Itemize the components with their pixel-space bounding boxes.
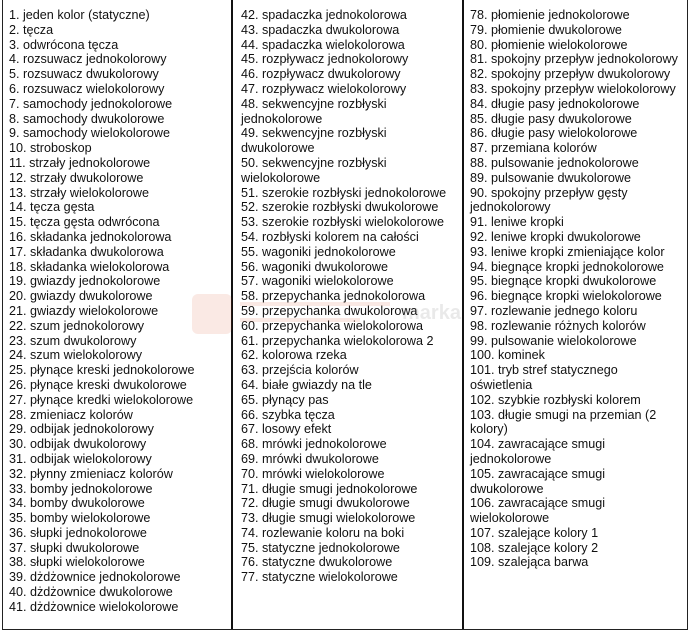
effect-item: 3. odwrócona tęcza: [9, 37, 119, 52]
effect-item: 78. płomienie jednokolorowe: [470, 8, 630, 22]
effect-item: 61. przepychanka wielokolorowa 2: [241, 333, 434, 348]
effect-item: 34. bomby dwukolorowe: [9, 496, 145, 511]
effect-item: 33. bomby jednokolorowe: [9, 481, 153, 496]
effect-item: 21. gwiazdy wielokolorowe: [9, 303, 159, 318]
effect-item: 86. długie pasy wielokolorowe: [470, 126, 638, 141]
effect-item: 7. samochody jednokolorowe: [9, 96, 173, 111]
effect-item: 60. przepychanka wielokolorowa: [241, 318, 424, 333]
effect-item: 105. zawracające smugi dwukolorowe: [470, 466, 606, 496]
column-2: [233, 0, 464, 629]
effect-item: 39. dżdżownice jednokolorowe: [9, 570, 181, 585]
effect-item: 62. kolorowa rzeka: [241, 348, 347, 363]
effect-item: 56. wagoniki dwukolorowe: [241, 259, 389, 274]
effect-item: 82. spokojny przepływ dwukolorowy: [470, 67, 671, 82]
effect-item: 93. leniwe kropki zmieniające kolor: [470, 244, 665, 259]
watermark-text: marka: [402, 302, 461, 324]
effect-item: 36. słupki jednokolorowe: [9, 525, 147, 540]
effect-item: 49. sekwencyjne rozbłyski dwukolorowe: [241, 126, 387, 156]
effect-item: 71. długie smugi jednokolorowe: [241, 481, 418, 496]
effect-item: 79. płomienie dwukolorowe: [470, 22, 622, 37]
effect-item: 83. spokojny przepływ wielokolorowy: [470, 81, 676, 96]
effect-item: 95. biegnące kropki dwukolorowe: [470, 274, 657, 289]
effect-item: 68. mrówki jednokolorowe: [241, 437, 387, 452]
effect-item: 48. sekwencyjne rozbłyski jednokolorowe: [241, 96, 387, 126]
column-1: [3, 0, 233, 629]
effect-item: 5. rozsuwacz dwukolorowy: [9, 67, 159, 82]
effect-item: 20. gwiazdy dwukolorowe: [9, 289, 153, 304]
effect-item: 47. rozpływacz wielokolorowy: [241, 81, 407, 96]
effect-item: 57. wagoniki wielokolorowe: [241, 274, 394, 289]
effect-item: 109. szalejąca barwa: [470, 555, 589, 570]
effect-item: 106. zawracające smugi wielokolorowe: [470, 496, 606, 526]
effect-item: 94. biegnące kropki jednokolorowe: [470, 259, 664, 274]
effect-item: 1. jeden kolor (statyczne): [9, 8, 150, 22]
effect-item: 80. płomienie wielokolorowe: [470, 37, 628, 52]
effect-item: 107. szalejące kolory 1: [470, 525, 599, 540]
effect-item: 99. pulsowanie wielokolorowe: [470, 333, 637, 348]
effect-item: 46. rozpływacz dwukolorowy: [241, 67, 401, 82]
effect-item: 38. słupki wielokolorowe: [9, 555, 145, 570]
effect-item: 25. płynące kreski jednokolorowe: [9, 363, 195, 378]
effect-item: 100. kominek: [470, 348, 545, 363]
effect-item: 98. rozlewanie różnych kolorów: [470, 318, 646, 333]
effect-item: 63. przejścia kolorów: [241, 363, 359, 378]
effect-item: 10. stroboskop: [9, 141, 92, 156]
effect-item: 108. szalejące kolory 2: [470, 540, 599, 555]
effect-item: 50. sekwencyjne rozbłyski wielokolorowe: [241, 155, 387, 185]
effect-item: 13. strzały wielokolorowe: [9, 185, 149, 200]
effect-item: 43. spadaczka dwukolorowa: [241, 22, 400, 37]
effect-item: 16. składanka jednokolorowa: [9, 229, 172, 244]
effect-item: 59. przepychanka dwukolorowa: [241, 303, 418, 318]
effect-item: 70. mrówki wielokolorowe: [241, 466, 385, 481]
effect-item: 51. szerokie rozbłyski jednokolorowe: [241, 185, 447, 200]
effect-item: 65. płynący pas: [241, 392, 329, 407]
effect-item: 15. tęcza gęsta odwrócona: [9, 215, 160, 230]
effect-item: 73. długie smugi wielokolorowe: [241, 511, 416, 526]
effect-item: 87. przemiana kolorów: [470, 141, 597, 156]
effect-item: 92. leniwe kropki dwukolorowe: [470, 229, 641, 244]
effect-item: 53. szerokie rozbłyski wielokolorowe: [241, 215, 444, 230]
effect-item: 55. wagoniki jednokolorowe: [241, 244, 396, 259]
effect-item: 30. odbijak dwukolorowy: [9, 437, 147, 452]
effect-item: 29. odbijak jednokolorowy: [9, 422, 154, 437]
effect-item: 72. długie smugi dwukolorowe: [241, 496, 410, 511]
effect-item: 54. rozbłyski kolorem na całości: [241, 229, 419, 244]
effect-item: 26. płynące kreski dwukolorowe: [9, 377, 187, 392]
effect-item: 81. spokojny przepływ jednokolorowy: [470, 52, 678, 67]
effect-item: 77. statyczne wielokolorowe: [241, 570, 398, 585]
effect-item: 74. rozlewanie koloru na boki: [241, 525, 405, 540]
effect-item: 91. leniwe kropki: [470, 215, 564, 230]
effect-item: 17. składanka dwukolorowa: [9, 244, 164, 259]
effect-item: 18. składanka wielokolorowa: [9, 259, 170, 274]
effect-item: 2. tęcza: [9, 22, 54, 37]
effect-item: 41. dżdżownice wielokolorowe: [9, 599, 179, 614]
column-3: [464, 0, 687, 629]
effect-item: 44. spadaczka wielokolorowa: [241, 37, 405, 52]
effect-item: 37. słupki dwukolorowe: [9, 540, 140, 555]
effect-item: 101. tryb stref statycznego oświetlenia: [470, 363, 618, 392]
effect-item: 64. białe gwiazdy na tle: [241, 377, 372, 392]
effect-item: 103. długie smugi na przemian (2 kolory): [470, 407, 657, 437]
effect-item: 76. statyczne dwukolorowe: [241, 555, 393, 570]
effect-item: 6. rozsuwacz wielokolorowy: [9, 81, 165, 96]
effect-item: 23. szum dwukolorowy: [9, 333, 137, 348]
effect-item: 11. strzały jednokolorowe: [9, 155, 151, 170]
effect-item: 58. przepychanka jednokolorowa: [241, 289, 426, 304]
effect-item: 96. biegnące kropki wielokolorowe: [470, 289, 662, 304]
effect-item: 42. spadaczka jednokolorowa: [241, 8, 407, 22]
effect-item: 40. dżdżownice dwukolorowe: [9, 585, 173, 600]
effect-item: 67. losowy efekt: [241, 422, 332, 437]
effects-table: [2, 0, 688, 630]
effect-item: 22. szum jednokolorowy: [9, 318, 145, 333]
effect-item: 97. rozlewanie jednego koloru: [470, 303, 638, 318]
effect-item: 75. statyczne jednokolorowe: [241, 540, 400, 555]
effect-item: 24. szum wielokolorowy: [9, 348, 142, 363]
effect-item: 14. tęcza gęsta: [9, 200, 95, 215]
effect-item: 104. zawracające smugi jednokolorowe: [470, 437, 606, 466]
effect-item: 4. rozsuwacz jednokolorowy: [9, 52, 167, 67]
effect-item: 27. płynące kredki wielokolorowe: [9, 392, 194, 407]
effect-item: 9. samochody wielokolorowe: [9, 126, 171, 141]
effect-item: 85. długie pasy dwukolorowe: [470, 111, 632, 126]
effect-item: 88. pulsowanie jednokolorowe: [470, 155, 639, 170]
effect-item: 52. szerokie rozbłyski dwukolorowe: [241, 200, 439, 215]
effect-item: 28. zmieniacz kolorów: [9, 407, 133, 422]
effect-item: 8. samochody dwukolorowe: [9, 111, 165, 126]
effect-item: 31. odbijak wielokolorowy: [9, 451, 152, 466]
effect-item: 45. rozpływacz jednokolorowy: [241, 52, 409, 67]
effect-item: 102. szybkie rozbłyski kolorem: [470, 392, 641, 407]
effect-item: 89. pulsowanie dwukolorowe: [470, 170, 632, 185]
effect-item: 90. spokojny przepływ gęsty jednokolorowy: [470, 185, 628, 215]
effect-item: 19. gwiazdy jednokolorowe: [9, 274, 161, 289]
effect-item: 32. płynny zmieniacz kolorów: [9, 466, 173, 481]
effect-item: 66. szybka tęcza: [241, 407, 335, 422]
effect-item: 12. strzały dwukolorowe: [9, 170, 144, 185]
effect-item: 69. mrówki dwukolorowe: [241, 451, 379, 466]
effect-item: 84. długie pasy jednokolorowe: [470, 96, 640, 111]
effect-item: 35. bomby wielokolorowe: [9, 511, 151, 526]
